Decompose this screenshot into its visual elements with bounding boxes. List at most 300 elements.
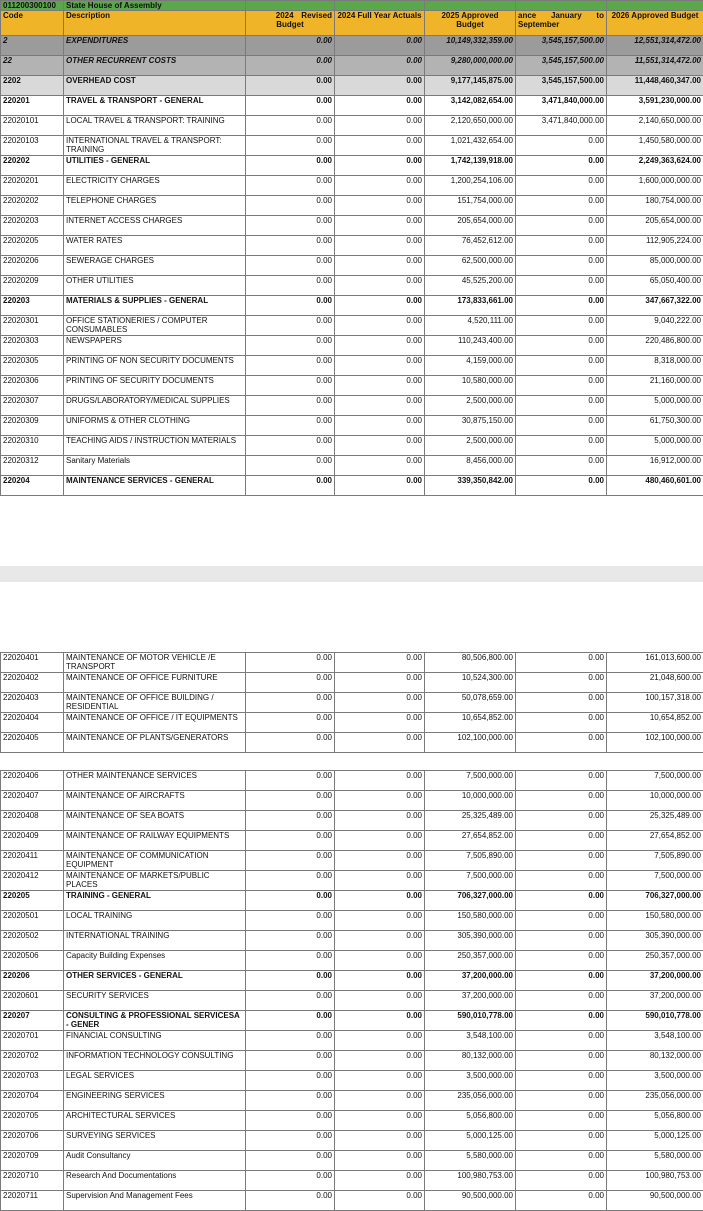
budget-row (1, 1151, 703, 1171)
cell-approved-2025: 7,500,000.00 (425, 871, 516, 891)
budget-row (1, 673, 703, 693)
cell-code: 22020408 (1, 811, 64, 831)
cell-code: 22020401 (1, 653, 64, 673)
cell-description: OVERHEAD COST (64, 76, 246, 96)
cell-approved-2026: 180,754,000.00 (607, 196, 703, 216)
cell-code: 22020704 (1, 1091, 64, 1111)
cell-description: TRAVEL & TRANSPORT - GENERAL (64, 96, 246, 116)
cell-approved-2025: 45,525,200.00 (425, 276, 516, 296)
cell-description: OTHER UTILITIES (64, 276, 246, 296)
cell-actuals: 0.00 (335, 1031, 425, 1051)
cell-approved-2026: 480,460,601.00 (607, 476, 703, 496)
cell-actuals: 0.00 (335, 136, 425, 156)
cell-code: 22020101 (1, 116, 64, 136)
cell-actuals: 0.00 (335, 871, 425, 891)
cell-revised: 0.00 (246, 156, 335, 176)
cell-jan-sep: 0.00 (516, 176, 607, 196)
cell-jan-sep: 0.00 (516, 653, 607, 673)
cell-approved-2026: 21,048,600.00 (607, 673, 703, 693)
cell-approved-2026: 150,580,000.00 (607, 911, 703, 931)
cell-jan-sep: 0.00 (516, 931, 607, 951)
cell-approved-2026: 3,591,230,000.00 (607, 96, 703, 116)
cell-revised: 0.00 (246, 1071, 335, 1091)
cell-code: 2 (1, 36, 64, 56)
cell-revised: 0.00 (246, 476, 335, 496)
cell-code: 22020703 (1, 1071, 64, 1091)
budget-row (1, 256, 703, 276)
cell-approved-2026: 27,654,852.00 (607, 831, 703, 851)
cell-code: 2202 (1, 76, 64, 96)
budget-table-1 (0, 0, 703, 496)
cell-revised: 0.00 (246, 176, 335, 196)
cell-revised: 0.00 (246, 713, 335, 733)
cell-jan-sep: 0.00 (516, 236, 607, 256)
cell-code: 22020404 (1, 713, 64, 733)
cell-approved-2026: 2,140,650,000.00 (607, 116, 703, 136)
cell-actuals: 0.00 (335, 693, 425, 713)
budget-row (1, 236, 703, 256)
cell-description: PRINTING OF NON SECURITY DOCUMENTS (64, 356, 246, 376)
cell-approved-2026: 7,500,000.00 (607, 771, 703, 791)
cell-code: 22020206 (1, 256, 64, 276)
cell-approved-2026: 3,500,000.00 (607, 1071, 703, 1091)
cell-jan-sep: 0.00 (516, 1071, 607, 1091)
budget-row (1, 831, 703, 851)
cell-approved-2026: 5,056,800.00 (607, 1111, 703, 1131)
cell-approved-2025: 9,177,145,875.00 (425, 76, 516, 96)
cell-description: UTILITIES - GENERAL (64, 156, 246, 176)
cell-description: MAINTENANCE OF OFFICE BUILDING / RESIDENTIAL (64, 693, 246, 713)
budget-sheet-bottom (0, 770, 703, 1211)
column-header-row (1, 11, 703, 36)
budget-row (1, 76, 703, 96)
cell-code: 22020702 (1, 1051, 64, 1071)
cell-description: INTERNET ACCESS CHARGES (64, 216, 246, 236)
cell-actuals: 0.00 (335, 276, 425, 296)
cell-jan-sep: 0.00 (516, 356, 607, 376)
cell-description: TRAINING - GENERAL (64, 891, 246, 911)
cell-jan-sep: 0.00 (516, 1131, 607, 1151)
cell-description: Capacity Building Expenses (64, 951, 246, 971)
cell-approved-2025: 102,100,000.00 (425, 733, 516, 753)
cell-approved-2025: 235,056,000.00 (425, 1091, 516, 1111)
cell-approved-2026: 102,100,000.00 (607, 733, 703, 753)
cell-approved-2026: 706,327,000.00 (607, 891, 703, 911)
cell-actuals: 0.00 (335, 713, 425, 733)
cell-revised: 0.00 (246, 1011, 335, 1031)
cell-actuals: 0.00 (335, 851, 425, 871)
cell-code: 22020305 (1, 356, 64, 376)
budget-row (1, 376, 703, 396)
cell-code: 22020405 (1, 733, 64, 753)
cell-approved-2026: 7,500,000.00 (607, 871, 703, 891)
cell-revised: 0.00 (246, 1111, 335, 1131)
cell-jan-sep: 0.00 (516, 1091, 607, 1111)
cell-actuals: 0.00 (335, 96, 425, 116)
cell-code: 22020309 (1, 416, 64, 436)
cell-approved-2025: 2,120,650,000.00 (425, 116, 516, 136)
cell-code: 220206 (1, 971, 64, 991)
cell-approved-2025: 1,742,139,918.00 (425, 156, 516, 176)
cell-approved-2026: 12,551,314,472.00 (607, 36, 703, 56)
cell-code: 22020501 (1, 911, 64, 931)
cell-approved-2026: 1,450,580,000.00 (607, 136, 703, 156)
cell-revised: 0.00 (246, 456, 335, 476)
cell-description: Supervision And Management Fees (64, 1191, 246, 1211)
cell-approved-2025: 10,580,000.00 (425, 376, 516, 396)
cell-revised: 0.00 (246, 376, 335, 396)
budget-row (1, 156, 703, 176)
cell-actuals: 0.00 (335, 831, 425, 851)
org-name: State House of Assembly (64, 1, 246, 11)
cell-jan-sep: 0.00 (516, 673, 607, 693)
cell-description: EXPENDITURES (64, 36, 246, 56)
cell-approved-2025: 37,200,000.00 (425, 991, 516, 1011)
cell-code: 22020403 (1, 693, 64, 713)
cell-code: 22020409 (1, 831, 64, 851)
budget-row (1, 1131, 703, 1151)
cell-actuals: 0.00 (335, 256, 425, 276)
cell-code: 22020103 (1, 136, 64, 156)
cell-jan-sep: 3,545,157,500.00 (516, 76, 607, 96)
cell-revised: 0.00 (246, 1191, 335, 1211)
cell-revised: 0.00 (246, 871, 335, 891)
cell-revised: 0.00 (246, 96, 335, 116)
cell-actuals: 0.00 (335, 456, 425, 476)
col-jan-sep-header: ance January to September (516, 11, 607, 36)
cell-code: 22020312 (1, 456, 64, 476)
cell-revised: 0.00 (246, 276, 335, 296)
cell-code: 22020203 (1, 216, 64, 236)
cell-actuals: 0.00 (335, 1131, 425, 1151)
cell-actuals: 0.00 (335, 296, 425, 316)
cell-jan-sep: 0.00 (516, 316, 607, 336)
budget-row (1, 733, 703, 753)
cell-revised: 0.00 (246, 236, 335, 256)
cell-description: LOCAL TRAVEL & TRANSPORT: TRAINING (64, 116, 246, 136)
budget-row (1, 336, 703, 356)
cell-approved-2026: 5,000,125.00 (607, 1131, 703, 1151)
cell-approved-2026: 1,600,000,000.00 (607, 176, 703, 196)
cell-approved-2026: 37,200,000.00 (607, 991, 703, 1011)
cell-approved-2025: 1,021,432,654.00 (425, 136, 516, 156)
cell-approved-2026: 590,010,778.00 (607, 1011, 703, 1031)
budget-row (1, 196, 703, 216)
cell-revised: 0.00 (246, 891, 335, 911)
cell-revised: 0.00 (246, 116, 335, 136)
budget-row (1, 436, 703, 456)
cell-jan-sep: 0.00 (516, 456, 607, 476)
cell-approved-2026: 7,505,890.00 (607, 851, 703, 871)
cell-jan-sep: 0.00 (516, 416, 607, 436)
cell-jan-sep: 0.00 (516, 476, 607, 496)
cell-approved-2025: 150,580,000.00 (425, 911, 516, 931)
cell-revised: 0.00 (246, 931, 335, 951)
cell-jan-sep: 0.00 (516, 436, 607, 456)
cell-description: MAINTENANCE OF SEA BOATS (64, 811, 246, 831)
cell-actuals: 0.00 (335, 216, 425, 236)
cell-approved-2025: 5,000,125.00 (425, 1131, 516, 1151)
budget-row (1, 56, 703, 76)
cell-jan-sep: 0.00 (516, 376, 607, 396)
cell-jan-sep: 3,545,157,500.00 (516, 36, 607, 56)
cell-approved-2025: 50,078,659.00 (425, 693, 516, 713)
cell-jan-sep: 0.00 (516, 911, 607, 931)
col-description-header: Description (64, 11, 246, 36)
org-code: 011200300100 (1, 1, 64, 11)
budget-row (1, 136, 703, 156)
cell-approved-2025: 30,875,150.00 (425, 416, 516, 436)
cell-approved-2025: 205,654,000.00 (425, 216, 516, 236)
cell-code: 22020711 (1, 1191, 64, 1211)
cell-jan-sep: 0.00 (516, 396, 607, 416)
cell-jan-sep: 0.00 (516, 951, 607, 971)
budget-row (1, 791, 703, 811)
cell-approved-2026: 25,325,489.00 (607, 811, 703, 831)
cell-description: SECURITY SERVICES (64, 991, 246, 1011)
cell-approved-2026: 5,000,000.00 (607, 436, 703, 456)
budget-row (1, 1071, 703, 1091)
cell-revised: 0.00 (246, 693, 335, 713)
cell-jan-sep: 0.00 (516, 256, 607, 276)
cell-approved-2025: 10,000,000.00 (425, 791, 516, 811)
budget-row (1, 476, 703, 496)
cell-actuals: 0.00 (335, 76, 425, 96)
cell-description: ARCHITECTURAL SERVICES (64, 1111, 246, 1131)
budget-row (1, 1091, 703, 1111)
cell-description: OFFICE STATIONERIES / COMPUTER CONSUMABLES (64, 316, 246, 336)
cell-approved-2025: 3,500,000.00 (425, 1071, 516, 1091)
cell-approved-2025: 8,456,000.00 (425, 456, 516, 476)
cell-approved-2025: 80,506,800.00 (425, 653, 516, 673)
cell-description: Sanitary Materials (64, 456, 246, 476)
cell-jan-sep: 0.00 (516, 136, 607, 156)
cell-actuals: 0.00 (335, 396, 425, 416)
cell-revised: 0.00 (246, 56, 335, 76)
cell-jan-sep: 0.00 (516, 1151, 607, 1171)
cell-actuals: 0.00 (335, 1091, 425, 1111)
budget-row (1, 356, 703, 376)
cell-code: 22020506 (1, 951, 64, 971)
cell-approved-2026: 5,000,000.00 (607, 396, 703, 416)
cell-revised: 0.00 (246, 951, 335, 971)
budget-row (1, 296, 703, 316)
cell-approved-2026: 11,551,314,472.00 (607, 56, 703, 76)
cell-code: 220201 (1, 96, 64, 116)
org-header-row (1, 1, 703, 11)
budget-row (1, 911, 703, 931)
cell-revised: 0.00 (246, 831, 335, 851)
cell-revised: 0.00 (246, 911, 335, 931)
cell-code: 22020202 (1, 196, 64, 216)
cell-jan-sep: 0.00 (516, 1051, 607, 1071)
cell-approved-2025: 7,500,000.00 (425, 771, 516, 791)
cell-approved-2026: 5,580,000.00 (607, 1151, 703, 1171)
cell-actuals: 0.00 (335, 116, 425, 136)
budget-row (1, 316, 703, 336)
cell-description: Research And Documentations (64, 1171, 246, 1191)
cell-revised: 0.00 (246, 653, 335, 673)
cell-jan-sep: 0.00 (516, 971, 607, 991)
cell-actuals: 0.00 (335, 416, 425, 436)
cell-revised: 0.00 (246, 436, 335, 456)
budget-row (1, 713, 703, 733)
cell-revised: 0.00 (246, 851, 335, 871)
cell-approved-2025: 3,548,100.00 (425, 1031, 516, 1051)
col-approved2025-header: 2025 Approved Budget (425, 11, 516, 36)
cell-actuals: 0.00 (335, 791, 425, 811)
cell-actuals: 0.00 (335, 436, 425, 456)
cell-approved-2025: 5,580,000.00 (425, 1151, 516, 1171)
cell-jan-sep: 0.00 (516, 1171, 607, 1191)
cell-approved-2025: 27,654,852.00 (425, 831, 516, 851)
cell-description: SURVEYING SERVICES (64, 1131, 246, 1151)
cell-code: 22020502 (1, 931, 64, 951)
cell-revised: 0.00 (246, 356, 335, 376)
cell-revised: 0.00 (246, 256, 335, 276)
cell-approved-2026: 347,667,322.00 (607, 296, 703, 316)
budget-row (1, 1051, 703, 1071)
cell-description: TELEPHONE CHARGES (64, 196, 246, 216)
cell-code: 22020709 (1, 1151, 64, 1171)
cell-revised: 0.00 (246, 733, 335, 753)
cell-actuals: 0.00 (335, 1051, 425, 1071)
cell-description: PRINTING OF SECURITY DOCUMENTS (64, 376, 246, 396)
cell-approved-2026: 100,980,753.00 (607, 1171, 703, 1191)
budget-row (1, 36, 703, 56)
cell-approved-2026: 161,013,600.00 (607, 653, 703, 673)
cell-description: LEGAL SERVICES (64, 1071, 246, 1091)
cell-jan-sep: 3,471,840,000.00 (516, 116, 607, 136)
cell-actuals: 0.00 (335, 236, 425, 256)
cell-approved-2025: 706,327,000.00 (425, 891, 516, 911)
cell-actuals: 0.00 (335, 1011, 425, 1031)
cell-jan-sep: 0.00 (516, 771, 607, 791)
cell-description: MAINTENANCE OF RAILWAY EQUIPMENTS (64, 831, 246, 851)
cell-description: INTERNATIONAL TRAVEL & TRANSPORT: TRAINING (64, 136, 246, 156)
cell-revised: 0.00 (246, 196, 335, 216)
budget-row (1, 96, 703, 116)
cell-code: 22020402 (1, 673, 64, 693)
cell-revised: 0.00 (246, 136, 335, 156)
cell-revised: 0.00 (246, 76, 335, 96)
cell-jan-sep: 0.00 (516, 811, 607, 831)
cell-actuals: 0.00 (335, 951, 425, 971)
cell-approved-2026: 85,000,000.00 (607, 256, 703, 276)
budget-row (1, 116, 703, 136)
cell-actuals: 0.00 (335, 931, 425, 951)
cell-actuals: 0.00 (335, 1171, 425, 1191)
budget-row (1, 693, 703, 713)
budget-row (1, 1031, 703, 1051)
cell-actuals: 0.00 (335, 1111, 425, 1131)
budget-row (1, 1191, 703, 1211)
cell-approved-2026: 37,200,000.00 (607, 971, 703, 991)
cell-actuals: 0.00 (335, 991, 425, 1011)
cell-description: MAINTENANCE OF MARKETS/PUBLIC PLACES (64, 871, 246, 891)
cell-approved-2025: 25,325,489.00 (425, 811, 516, 831)
cell-revised: 0.00 (246, 1051, 335, 1071)
cell-approved-2025: 3,142,082,654.00 (425, 96, 516, 116)
cell-approved-2025: 2,500,000.00 (425, 436, 516, 456)
budget-row (1, 1011, 703, 1031)
cell-approved-2025: 4,159,000.00 (425, 356, 516, 376)
cell-description: SEWERAGE CHARGES (64, 256, 246, 276)
cell-code: 22020201 (1, 176, 64, 196)
cell-jan-sep: 0.00 (516, 791, 607, 811)
cell-revised: 0.00 (246, 771, 335, 791)
cell-code: 22020205 (1, 236, 64, 256)
cell-approved-2025: 7,505,890.00 (425, 851, 516, 871)
cell-approved-2025: 151,754,000.00 (425, 196, 516, 216)
cell-actuals: 0.00 (335, 176, 425, 196)
cell-description: UNIFORMS & OTHER CLOTHING (64, 416, 246, 436)
cell-actuals: 0.00 (335, 476, 425, 496)
budget-row (1, 971, 703, 991)
cell-jan-sep: 0.00 (516, 851, 607, 871)
cell-jan-sep: 3,545,157,500.00 (516, 56, 607, 76)
cell-jan-sep: 0.00 (516, 1191, 607, 1211)
cell-jan-sep: 0.00 (516, 831, 607, 851)
cell-description: LOCAL TRAINING (64, 911, 246, 931)
budget-sheet-top (0, 0, 703, 496)
cell-code: 220203 (1, 296, 64, 316)
cell-code: 22020411 (1, 851, 64, 871)
cell-actuals: 0.00 (335, 891, 425, 911)
cell-revised: 0.00 (246, 416, 335, 436)
cell-revised: 0.00 (246, 791, 335, 811)
cell-description: Audit Consultancy (64, 1151, 246, 1171)
cell-revised: 0.00 (246, 1151, 335, 1171)
budget-row (1, 811, 703, 831)
cell-description: MAINTENANCE OF OFFICE / IT EQUIPMENTS (64, 713, 246, 733)
cell-description: MAINTENANCE OF MOTOR VEHICLE /E TRANSPORT (64, 653, 246, 673)
cell-description: CONSULTING & PROFESSIONAL SERVICESA - GENER (64, 1011, 246, 1031)
cell-approved-2025: 62,500,000.00 (425, 256, 516, 276)
cell-approved-2026: 65,050,400.00 (607, 276, 703, 296)
cell-actuals: 0.00 (335, 1191, 425, 1211)
cell-code: 22020705 (1, 1111, 64, 1131)
cell-actuals: 0.00 (335, 356, 425, 376)
cell-approved-2026: 10,654,852.00 (607, 713, 703, 733)
budget-row (1, 771, 703, 791)
budget-row (1, 991, 703, 1011)
cell-actuals: 0.00 (335, 336, 425, 356)
cell-revised: 0.00 (246, 1131, 335, 1151)
col-revised-header: 2024 Revised Budget (246, 11, 335, 36)
cell-description: TEACHING AIDS / INSTRUCTION MATERIALS (64, 436, 246, 456)
cell-approved-2025: 80,132,000.00 (425, 1051, 516, 1071)
cell-revised: 0.00 (246, 1171, 335, 1191)
cell-actuals: 0.00 (335, 971, 425, 991)
cell-approved-2026: 250,357,000.00 (607, 951, 703, 971)
cell-code: 22 (1, 56, 64, 76)
budget-row (1, 176, 703, 196)
cell-approved-2025: 90,500,000.00 (425, 1191, 516, 1211)
cell-revised: 0.00 (246, 36, 335, 56)
cell-description: OTHER MAINTENANCE SERVICES (64, 771, 246, 791)
cell-revised: 0.00 (246, 1091, 335, 1111)
cell-actuals: 0.00 (335, 673, 425, 693)
cell-description: ELECTRICITY CHARGES (64, 176, 246, 196)
budget-row (1, 871, 703, 891)
cell-approved-2025: 10,524,300.00 (425, 673, 516, 693)
cell-approved-2026: 112,905,224.00 (607, 236, 703, 256)
cell-approved-2026: 2,249,363,624.00 (607, 156, 703, 176)
budget-row (1, 951, 703, 971)
budget-row (1, 216, 703, 236)
cell-jan-sep: 0.00 (516, 156, 607, 176)
